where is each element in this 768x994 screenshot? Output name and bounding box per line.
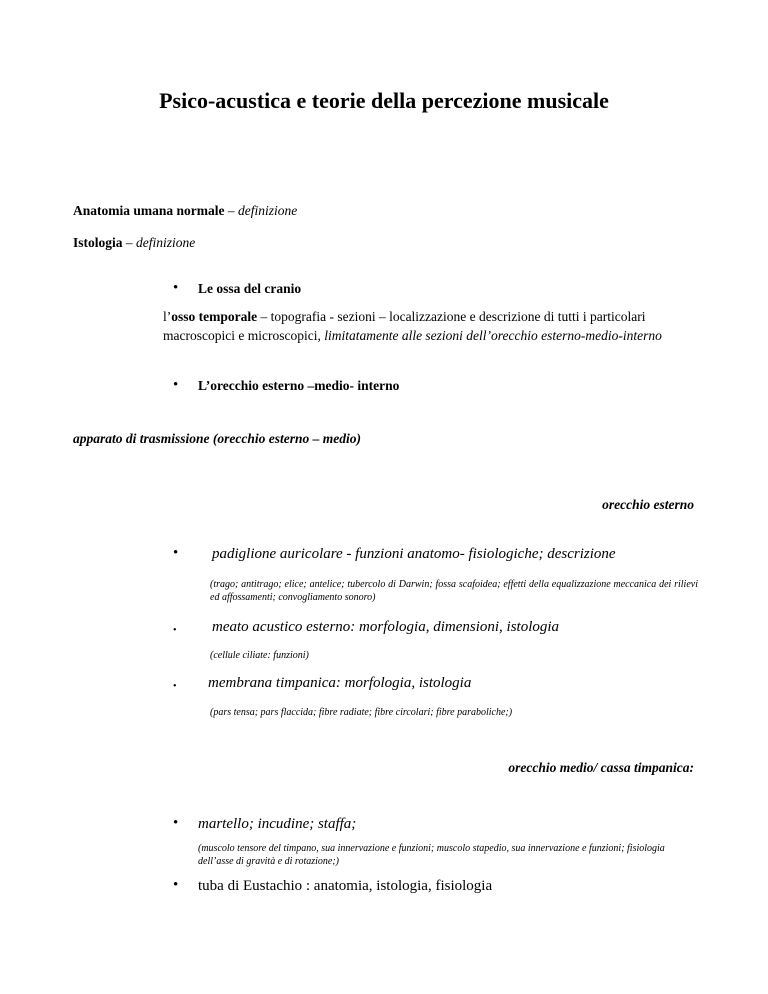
anatomia-definition: – definizione [224,203,298,218]
bullet-icon: • [173,280,179,296]
anatomia-line [73,203,297,219]
orecchio-emi-heading: L’orecchio esterno –medio- interno [198,378,400,393]
document-title: Psico-acustica e teorie della percezione musicale [159,88,609,113]
osso-prefix: l’ [163,309,172,324]
anatomia-term: Anatomia umana normale [73,203,225,218]
orecchio-medio-heading: orecchio medio/ cassa timpanica: [508,760,694,775]
osso-line1: – topografia - sezioni – localizzazione e descrizione di tutti i particolari [257,309,646,324]
item-meato: meato acustico esterno: morfologia, dimensioni, istologia [212,619,560,635]
item-padiglione-detail: (trago; antitrago; elice; antelice; tubercolo di Darwin; fossa scafoidea; effetti della equalizzazione meccanica dei rilievi ed affossamenti; convogliamento sonoro) [210,579,698,603]
ossa-cranio-heading: Le ossa del cranio [198,281,302,296]
istologia-line [73,235,195,251]
item-padiglione: padiglione auricolare - funzioni anatomo- fisiologiche; descrizione [212,546,616,562]
bullet-icon: • [173,545,179,561]
item-meato-detail: (cellule ciliate: funzioni) [210,650,309,661]
osso-temporale-term: osso temporale [171,309,258,324]
item-tuba: tuba di Eustachio : anatomia, istologia, fisiologia [198,878,493,894]
istologia-definition: – definizione [122,235,196,250]
orecchio-esterno-heading: orecchio esterno [602,497,694,512]
item-martello: martello; incudine; staffa; [198,816,357,832]
istologia-term: Istologia [73,235,123,250]
apparato-heading: apparato di trasmissione (orecchio esterno – medio) [73,431,361,446]
bullet-icon: • [173,877,179,893]
bullet-icon: • [173,681,177,692]
bullet-icon: • [173,377,179,393]
bullet-icon: • [173,815,179,831]
bullet-icon: • [173,625,177,636]
osso-temporale-paragraph [163,307,723,345]
item-membrana: membrana timpanica: morfologia, istologia [208,675,472,691]
item-membrana-detail: (pars tensa; pars flaccida; fibre radiate; fibre circolari; fibre paraboliche;) [210,707,513,718]
osso-line2: macroscopici e microscopici, [163,328,325,343]
osso-line2-italic: limitatamente alle sezioni dell’orecchio esterno-medio-interno [324,328,662,343]
item-martello-detail: (muscolo tensore del timpano, sua innervazione e funzioni; muscolo stapedio, sua innervazione e funzioni; fisiologia dell’asse di gravità e di rotazione;) [198,843,665,867]
